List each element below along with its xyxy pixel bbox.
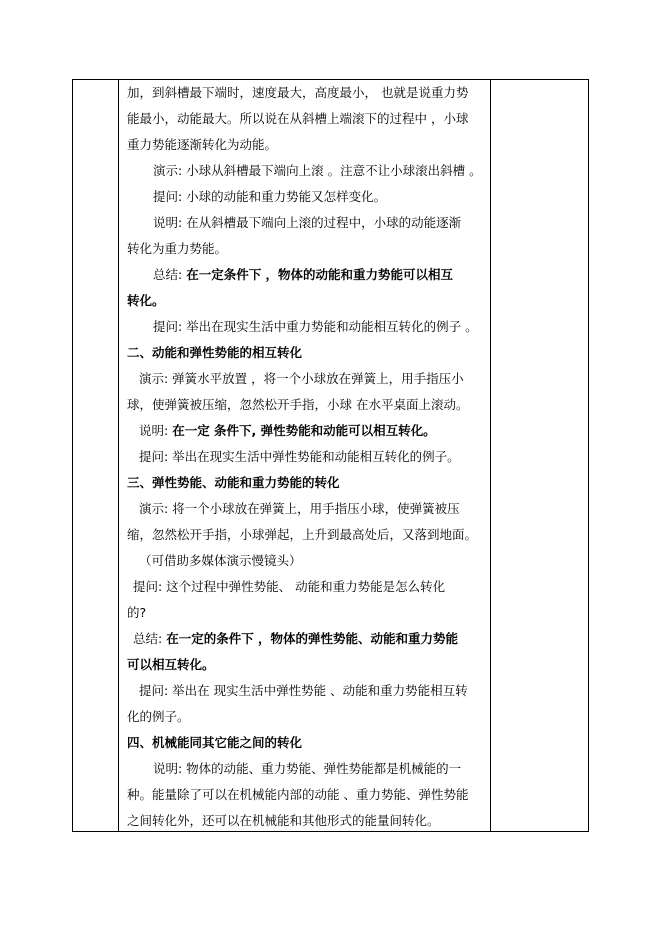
line-text: 四、机械能同其它能之间的转化 [127, 735, 303, 750]
content-line [127, 470, 340, 496]
content-line [127, 782, 468, 808]
line-text: 三、弹性势能、动能和重力势能的转化 [127, 475, 340, 490]
line-text: 提问: 小球的动能和重力势能又怎样变化。 [153, 189, 387, 204]
column-divider-right [490, 80, 491, 831]
line-text: 的? [127, 605, 147, 620]
content-line [139, 548, 302, 574]
content-line [127, 730, 302, 756]
content-line [139, 678, 468, 704]
content-line [127, 340, 302, 366]
line-text: （可借助多媒体演示慢镜头） [139, 553, 302, 568]
content-line [127, 236, 227, 262]
line-text: 提问: 这个过程中弹性势能、 动能和重力势能是怎么转化 [133, 579, 446, 594]
content-line [127, 288, 165, 314]
content-line [153, 756, 461, 782]
content-line [153, 184, 386, 210]
column-divider-left [118, 80, 119, 831]
content-line [127, 522, 477, 548]
line-text: 总结: [133, 631, 167, 646]
line-bold-text: 在一定条件下 ，物体的动能和重力势能可以相互 [186, 267, 454, 282]
line-bold-text: 在一定的条件下 ，物体的弹性势能、动能和重力势能 [166, 631, 459, 646]
line-text: 可以相互转化。 [127, 657, 215, 672]
content-line [153, 210, 461, 236]
content-line [153, 262, 453, 288]
line-text: 演示: 将一个小球放在弹簧上，用手指压小球，使弹簧被压 [139, 501, 460, 516]
line-text: 之间转化外，还可以在机械能和其他形式的能量间转化。 [127, 813, 440, 828]
line-text: 说明: 物体的动能、重力势能、弹性势能都是机械能的一 [153, 761, 462, 776]
content-line [139, 444, 460, 470]
line-text: 提问: 举出在现实生活中重力势能和动能相互转化的例子 。 [153, 319, 478, 334]
line-text: 转化。 [127, 293, 165, 308]
line-text: 化的例子。 [127, 709, 190, 724]
line-text: 种。能量除了可以在机械能内部的动能 、重力势能、弹性势能 [127, 787, 469, 802]
line-text: 说明: 在从斜槽最下端向上滚的过程中，小球的动能逐渐 [153, 215, 462, 230]
line-text: 提问: 举出在现实生活中弹性势能和动能相互转化的例子。 [139, 449, 460, 464]
content-line [127, 392, 468, 418]
content-line [127, 132, 277, 158]
line-text: 加，到斜槽最下端时，速度最大，高度最小， 也就是说重力势 [127, 85, 469, 100]
line-bold-text: 在一定 条件下, 弹性势能和动能可以相互转化。 [172, 423, 436, 438]
content-line [133, 574, 445, 600]
content-line [127, 704, 190, 730]
content-line [139, 366, 464, 392]
content-line [127, 808, 440, 834]
line-text: 说明: [139, 423, 173, 438]
line-text: 缩，忽然松开手指，小球弹起，上升到最高处后，又落到地面。 [127, 527, 478, 542]
line-text: 能最小，动能最大。所以说在从斜槽上端滚下的过程中 ，小球 [127, 111, 469, 126]
line-text: 球，使弹簧被压缩，忽然松开手指，小球 在水平桌面上滚动。 [127, 397, 469, 412]
content-line [153, 158, 482, 184]
line-text: 重力势能逐渐转化为动能。 [127, 137, 278, 152]
content-line [127, 106, 468, 132]
line-text: 总结: [153, 267, 187, 282]
content-line [139, 418, 436, 444]
content-line [127, 600, 146, 626]
lesson-table [72, 79, 589, 832]
line-text: 演示: 弹簧水平放置 ，将一个小球放在弹簧上，用手指压小 [139, 371, 464, 386]
line-text: 二、动能和弹性势能的相互转化 [127, 345, 303, 360]
content-line [153, 314, 478, 340]
content-line [139, 496, 460, 522]
content-line [133, 626, 458, 652]
content-line [127, 80, 468, 106]
content-line [127, 652, 215, 678]
line-text: 提问: 举出在 现实生活中弹性势能 、动能和重力势能相互转 [139, 683, 468, 698]
line-text: 转化为重力势能。 [127, 241, 228, 256]
line-text: 演示: 小球从斜槽最下端向上滚 。注意不让小球滚出斜槽 。 [153, 163, 482, 178]
